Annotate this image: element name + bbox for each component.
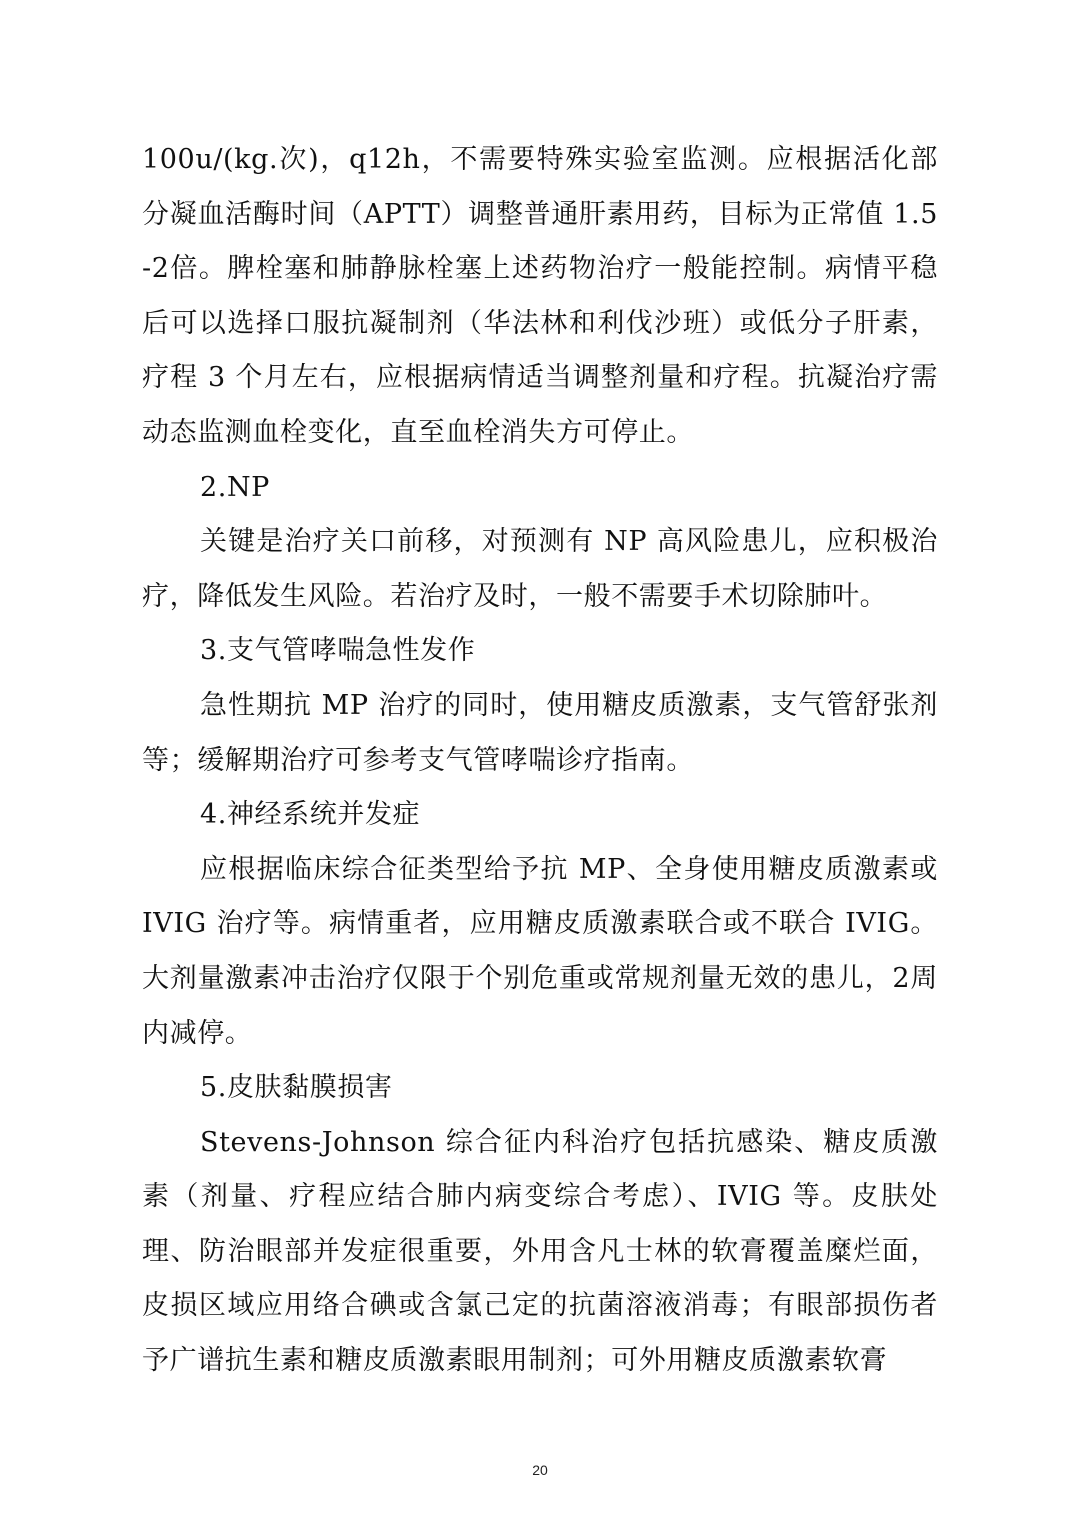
paragraph-skin: Stevens-Johnson 综合征内科治疗包括抗感染、糖皮质激素（剂量、疗程应结合肺内病变综合考虑）、IVIG 等。皮肤处理、防治眼部并发症很重要，外用含凡士林的软膏覆盖糜烂面，皮损区域应用络合碘或含氯己定的抗菌溶液消毒；有眼部损伤者予广谱抗生素和糖皮质激素眼用制剂；可外用糖皮质激素软膏 xyxy=(142,1126,938,1377)
paragraph-anticoagulation: 100u/(kg.次)，q12h，不需要特殊实验室监测。应根据活化部分凝血活酶时间（APTT）调整普通肝素用药，目标为正常值 1.5-2倍。脾栓塞和肺静脉栓塞上述药物治疗一般能控制。病情平稳后可以选择口服抗凝制剂（华法林和利伐沙班）或低分子肝素，疗程 3 个月左右，应根据病情适当调整剂量和疗程。抗凝治疗需动态监测血栓变化，直至血栓消失方可停止。 xyxy=(142,144,938,448)
paragraph-asthma: 急性期抗 MP 治疗的同时，使用糖皮质激素，支气管舒张剂等；缓解期治疗可参考支气管哮喘诊疗指南。 xyxy=(142,689,938,776)
heading-asthma: 3.支气管哮喘急性发作 xyxy=(200,635,476,667)
heading-neuro: 4.神经系统并发症 xyxy=(200,799,421,831)
paragraph-neuro: 应根据临床综合征类型给予抗 MP、全身使用糖皮质激素或 IVIG 治疗等。病情重者，应用糖皮质激素联合或不联合 IVIG。大剂量激素冲击治疗仅限于个别危重或常规剂量无效的患儿，2周内减停。 xyxy=(142,853,938,1049)
document-body xyxy=(142,133,938,1389)
paragraph-np: 关键是治疗关口前移，对预测有 NP 高风险患儿，应积极治疗，降低发生风险。若治疗及时，一般不需要手术切除肺叶。 xyxy=(142,526,938,612)
heading-np: 2.NP xyxy=(200,471,270,503)
page-number: 20 xyxy=(532,1462,548,1478)
heading-skin: 5.皮肤黏膜损害 xyxy=(200,1072,393,1104)
